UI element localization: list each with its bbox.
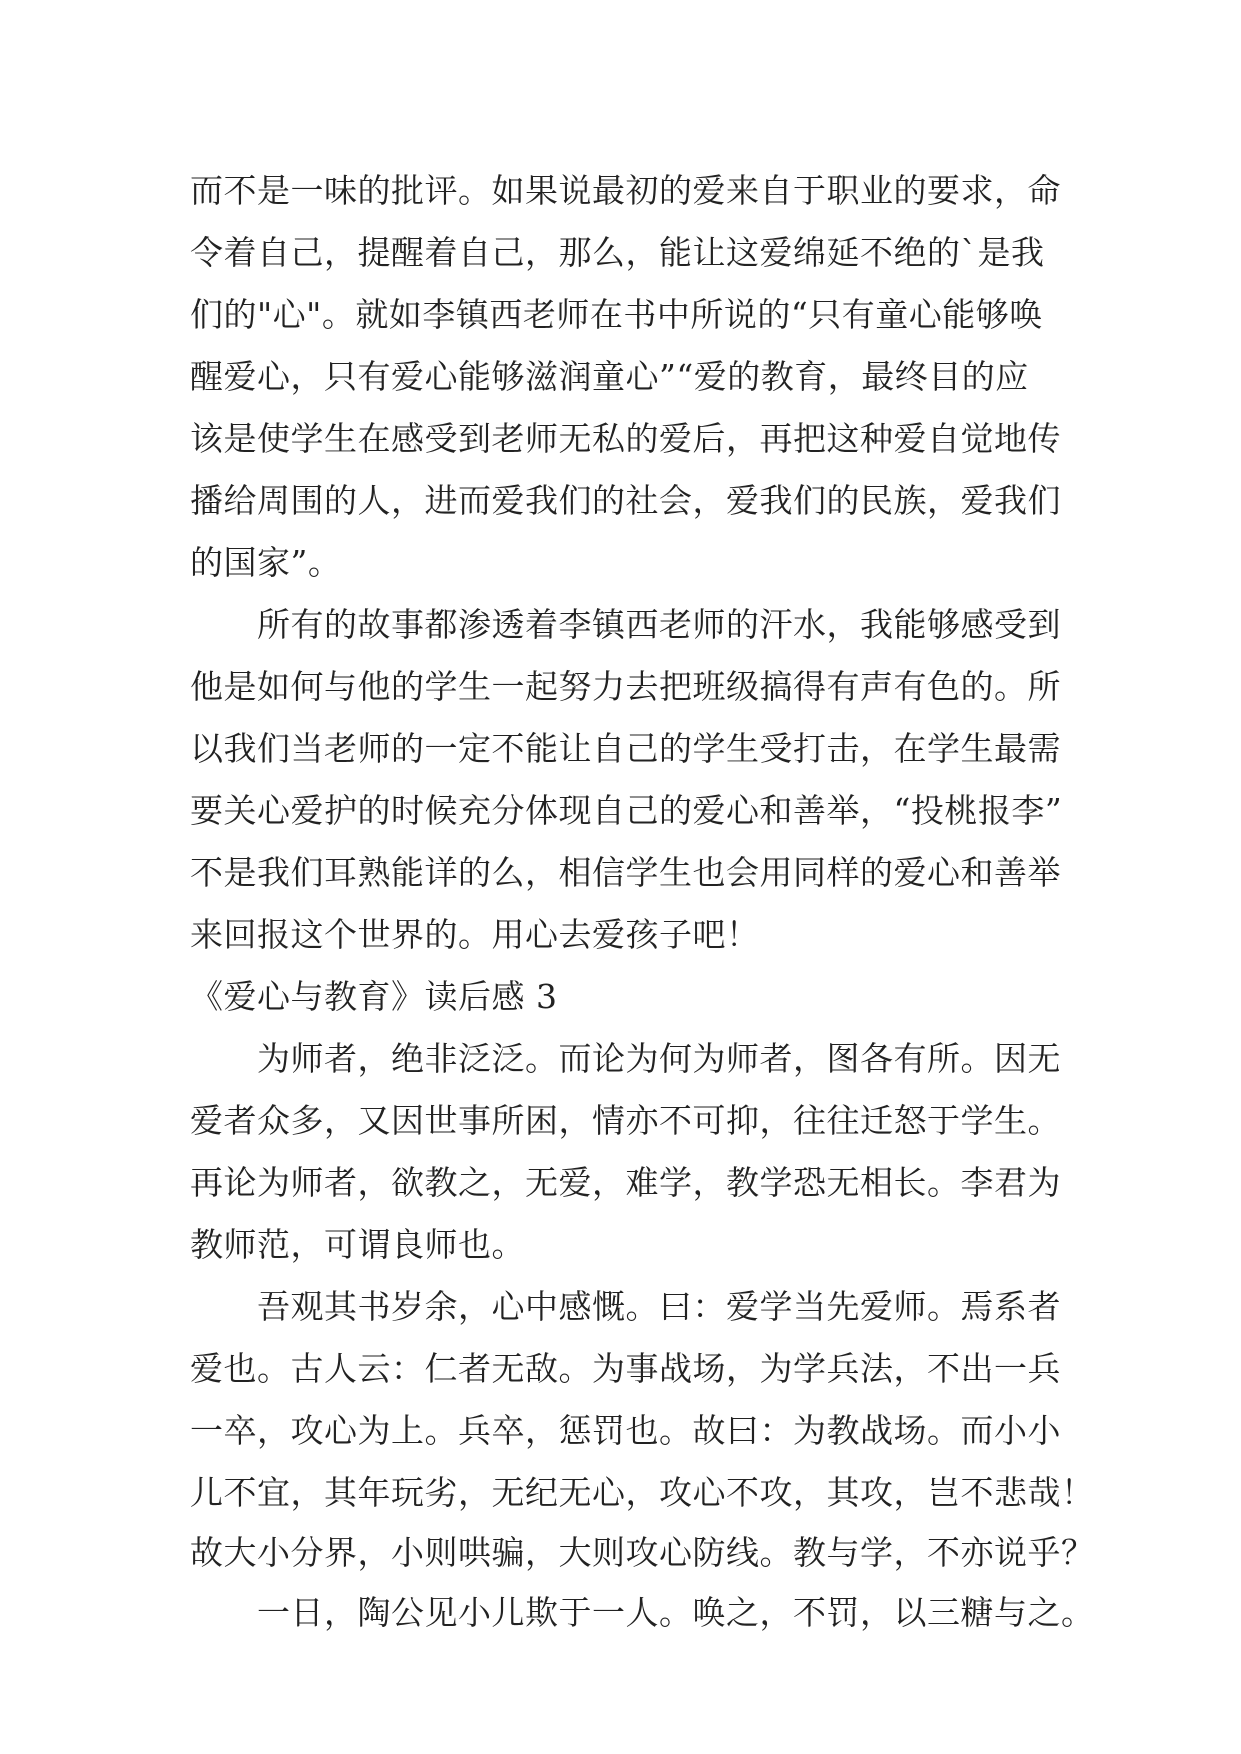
text-line: 一卒，攻心为上。兵卒，惩罚也。故曰：为教战场。而小小 [190,1411,1061,1450]
text-line: 再论为师者，欲教之，无爱，难学，教学恐无相长。李君为 [190,1163,1061,1202]
text-line: 来回报这个世界的。用心去爱孩子吧！ [190,915,760,954]
text-line: 不是我们耳熟能详的么，相信学生也会用同样的爱心和善举 [190,853,1061,892]
text-line: 而不是一味的批评。如果说最初的爱来自于职业的要求，命 [190,171,1061,210]
section-heading: 《爱心与教育》读后感 3 [190,977,558,1016]
text-line: 教师范，可谓良师也。 [190,1225,525,1264]
text-line: 醒爱心，只有爱心能够滋润童心”“爱的教育，最终目的应 [190,357,1029,396]
paragraph [190,1028,1070,1276]
document-body [190,160,1095,1644]
paragraph [190,1276,1095,1582]
text-line: 儿不宜，其年玩劣，无纪无心，攻心不攻，其攻，岂不悲哉！ [190,1473,1095,1512]
text-line: 该是使学生在感受到老师无私的爱后，再把这种爱自觉地传 [190,419,1061,458]
text-line: 吾观其书岁余，心中感慨。曰：爱学当先爱师。焉系者 [190,1287,1061,1326]
text-line: 爱也。古人云：仁者无敌。为事战场，为学兵法，不出一兵 [190,1349,1061,1388]
text-line: 他是如何与他的学生一起努力去把班级搞得有声有色的。所 [190,667,1061,706]
paragraph [190,1582,1095,1644]
text-line: 爱者众多，又因世事所困，情亦不可抑，往往迁怒于学生。 [190,1101,1061,1140]
text-line: 们的"心"。就如李镇西老师在书中所说的“只有童心能够唤 [190,295,1043,334]
text-line: 故大小分界，小则哄骗，大则攻心防线。教与学，不亦说乎？ [190,1533,1095,1572]
text-line: 所有的故事都渗透着李镇西老师的汗水，我能够感受到 [190,605,1061,644]
text-line: 播给周围的人，进而爱我们的社会，爱我们的民族，爱我们 [190,481,1061,520]
text-line: 令着自己，提醒着自己，那么，能让这爱绵延不绝的`是我 [190,233,1045,272]
paragraph [190,594,1070,966]
text-line: 为师者，绝非泛泛。而论为何为师者，图各有所。因无 [190,1039,1061,1078]
text-line: 以我们当老师的一定不能让自己的学生受打击，在学生最需 [190,729,1061,768]
text-line: 一日，陶公见小儿欺于一人。唤之，不罚，以三糖与之。 [190,1593,1095,1632]
text-line: 的国家”。 [190,543,342,582]
paragraph [190,160,1070,594]
text-line: 要关心爱护的时候充分体现自己的爱心和善举，“投桃报李” [190,791,1063,830]
